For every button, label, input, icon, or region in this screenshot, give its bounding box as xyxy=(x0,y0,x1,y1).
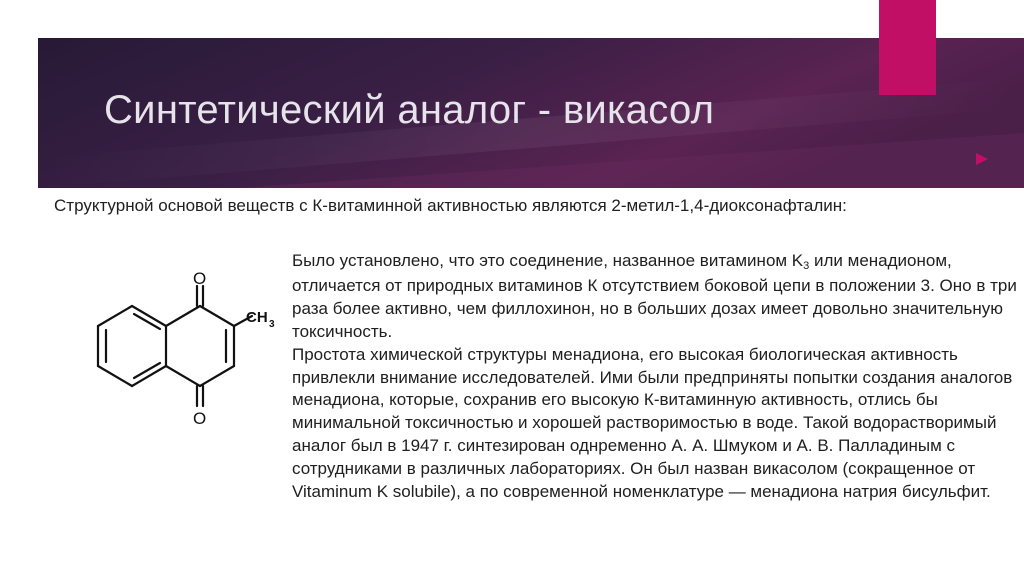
paragraph-vitamin-k3-start: Было установлено, что это соединение, названное витамином K xyxy=(292,251,804,270)
k3-subscript: 3 xyxy=(803,260,810,272)
oxygen-top-label: O xyxy=(193,269,207,288)
paragraph-vitamin-k3 xyxy=(292,250,1018,344)
accent-bar xyxy=(879,0,936,95)
triangle-arrow-icon xyxy=(975,152,989,166)
slide-title: Синтетический аналог - викасол xyxy=(104,88,715,132)
body-text xyxy=(292,250,1018,504)
oxygen-bottom-label: O xyxy=(193,409,207,428)
paragraph-vitamin-k3-end: или менадионом, отличается от природных витаминов К отсутствием боковой цепи в положении 3. Оно в три раза более активно, чем филлохинон, но в больших дозах имеет довольно значительную токсичность. xyxy=(292,251,1017,341)
menadione-structure xyxy=(86,262,286,437)
intro-text: Структурной основой веществ с К-витаминной активностью являются 2-метил-1,4-диоксонафталин: xyxy=(54,196,847,215)
paragraph-vikasol: Простота химической структуры менадиона, его высокая биологическая активность привлекли внимание исследователей. Ими были предприняты попытки создания аналогов менадиона, которые, сохранив его высокую К-витаминную активность, отлись бы минимальной токсичностью и хорошей растворимостью в воде. Такой водорастворимый аналог был в 1947 г. синтезирован однременно А. А. Шмуком и А. В. Палладиным с сотрудниками в различных лабораториях. Он был назван викасолом (сокращенное от Vitaminum K solubile), а по современной номенклатуре — менадиона натрия бисульфит. xyxy=(292,344,1013,502)
methyl-label: CH xyxy=(246,309,268,326)
methyl-subscript: 3 xyxy=(269,319,275,330)
